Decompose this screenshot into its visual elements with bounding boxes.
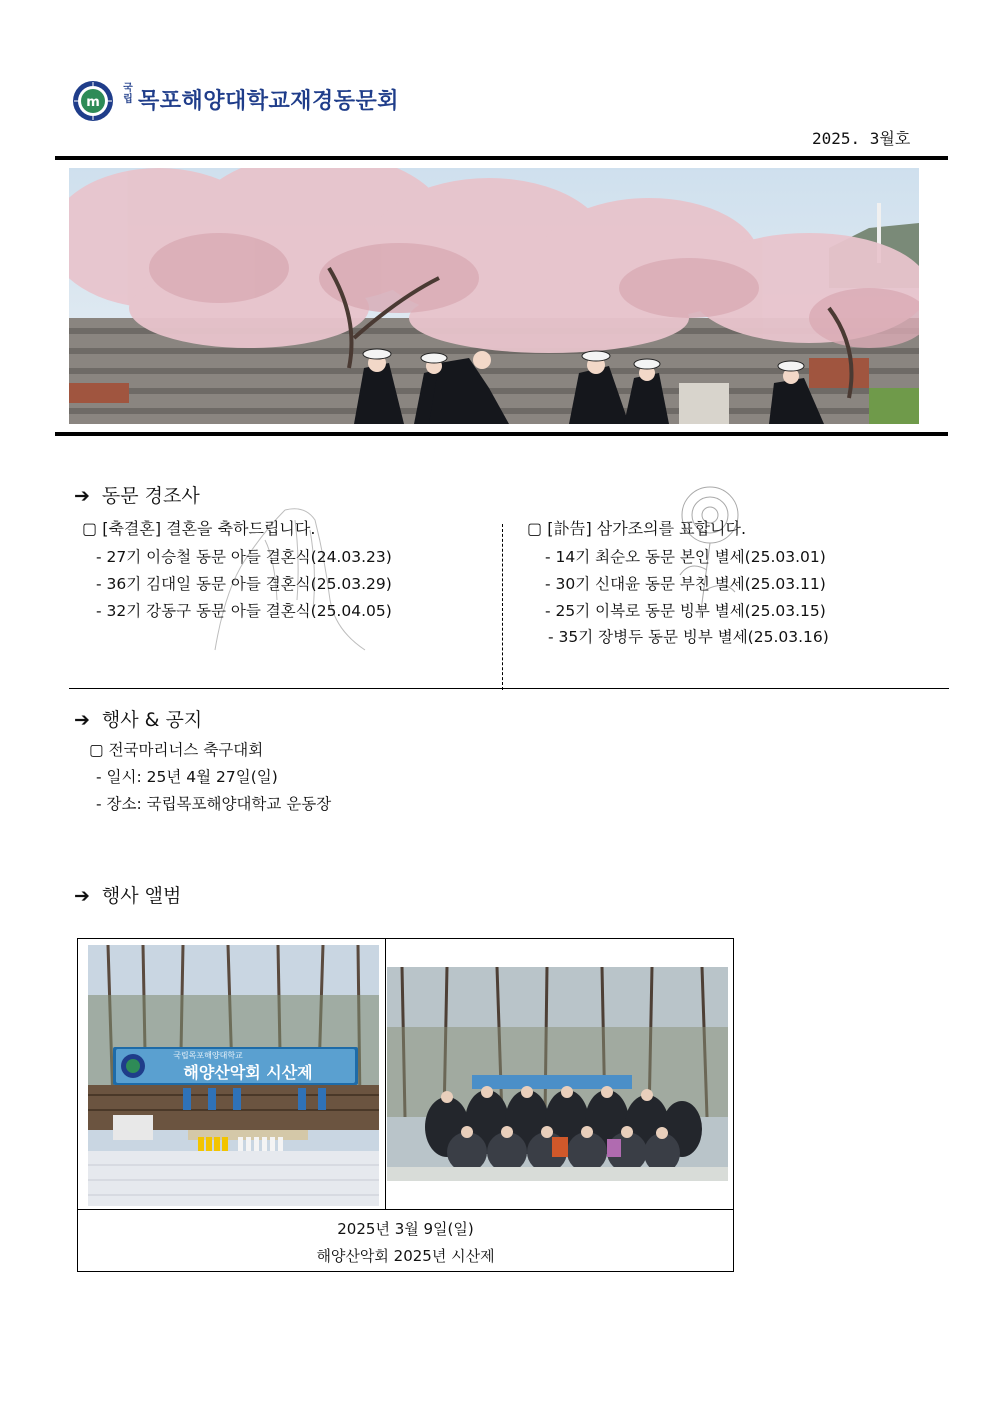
album-photo-ceremony: [88, 945, 379, 1206]
obituary-item: - 30기 신대윤 동문 부친 별세(25.03.11): [545, 575, 826, 593]
wedding-heading: ▢ [축결혼] 결혼을 축하드립니다.: [82, 519, 316, 538]
arrow-right-icon: ➔: [74, 885, 90, 907]
album-caption-date: 2025년 3월 9일(일): [337, 1220, 474, 1238]
events-section-title: ➔ 행사 & 공지: [74, 709, 203, 731]
bottom-double-rule: [55, 432, 948, 436]
org-prefix: 국립: [123, 83, 133, 105]
event-title: ▢ 전국마리너스 축구대회: [89, 741, 264, 759]
svg-text:국립목포해양대학교: 국립목포해양대학교: [173, 1051, 243, 1060]
album-section-title: ➔ 행사 앨범: [74, 885, 182, 907]
condolence-section-title: ➔ 동문 경조사: [74, 485, 200, 507]
wedding-item: - 27기 이승철 동문 아들 결혼식(24.03.23): [96, 548, 392, 566]
wedding-item: - 32기 강동구 동문 아들 결혼식(25.04.05): [96, 602, 392, 620]
obituary-heading: ▢ [訃告] 삼가조의를 표합니다.: [527, 519, 747, 538]
album-photo-group: [387, 967, 728, 1181]
top-double-rule: [55, 156, 948, 160]
album-caption-title: 해양산악회 2025년 시산제: [316, 1247, 495, 1265]
arrow-right-icon: ➔: [74, 709, 90, 731]
org-name: 목포해양대학교재경동문회: [138, 89, 400, 114]
arrow-right-icon: ➔: [74, 485, 90, 507]
section-separator: [69, 688, 949, 689]
university-logo-icon: [72, 80, 114, 122]
svg-text:해양산악회 시산제: 해양산악회 시산제: [183, 1063, 313, 1082]
event-date: - 일시: 25년 4월 27일(일): [96, 768, 278, 786]
obituary-item: - 25기 이복로 동문 빙부 별세(25.03.15): [545, 602, 826, 620]
svg-text:m: m: [86, 95, 100, 110]
column-divider: [502, 524, 503, 690]
hero-cherry-blossom-photo: [69, 168, 919, 424]
event-location: - 장소: 국립목포해양대학교 운동장: [96, 795, 332, 813]
obituary-item: - 14기 최순오 동문 본인 별세(25.03.01): [545, 548, 826, 566]
wedding-item: - 36기 김대일 동문 아들 결혼식(25.03.29): [96, 575, 392, 593]
issue-date: 2025. 3월호: [812, 129, 911, 148]
obituary-item: - 35기 장병두 동문 빙부 별세(25.03.16): [548, 628, 829, 646]
